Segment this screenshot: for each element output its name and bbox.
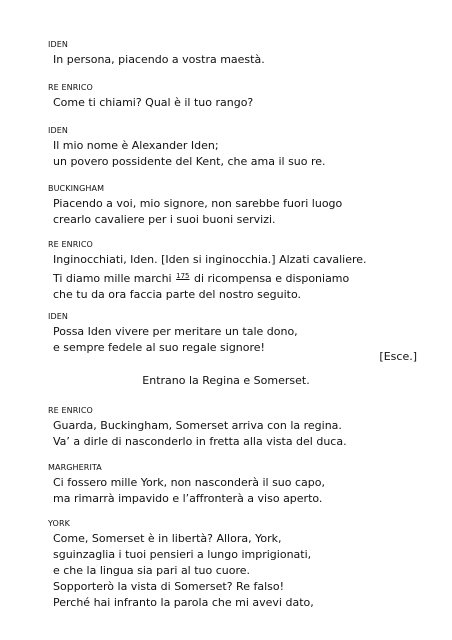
speaker-name: RE ENRICO [48,83,93,92]
speech-block [48,463,428,507]
speaker-name: BUCKINGHAM [48,184,105,193]
stage-direction: Entrano la Regina e Somerset. [142,374,310,387]
speech-block [48,126,428,170]
speech-line: ma rimarrà impavido e l’affronterà a viso aperto. [53,492,323,505]
speech-line: Ci fossero mille York, non nasconderà il suo capo, [53,476,326,489]
speech-lines [48,475,428,507]
speech-lines [48,95,428,111]
speaker-name: IDEN [48,312,68,321]
speech-line-part: Ti diamo mille marchi [53,272,172,285]
speech-block [48,83,428,111]
speech-lines [48,531,428,611]
speech-line-part: di ricompensa e disponiamo [194,272,350,285]
speech-line: Guarda, Buckingham, Somerset arriva con la regina. [53,419,342,432]
speech-lines [48,52,428,68]
speech-block [48,312,428,356]
speech-lines [48,138,428,170]
speech-block [48,40,428,68]
speech-block [48,240,428,303]
speech-line [53,268,428,287]
speech-line: un povero possidente del Kent, che ama il suo re. [53,155,326,168]
speech-line: Va’ a dirle di nasconderlo in fretta alla vista del duca. [53,435,347,448]
exit-stage-direction: [Esce.] [379,350,417,363]
speech-block [48,184,428,228]
speaker-name: RE ENRICO [48,240,93,249]
speech-line: Piacendo a voi, mio signore, non sarebbe fuori luogo [53,197,343,210]
speech-line: e sempre fedele al suo regale signore! [53,341,265,354]
speech-line: che tu da ora faccia parte del nostro seguito. [53,288,302,301]
speech-block [48,519,428,611]
speech-lines [48,252,428,303]
speech-line: Il mio nome è Alexander Iden; [53,139,219,152]
speech-line: e che la lingua sia pari al tuo cuore. [53,564,251,577]
speech-line: Sopporterò la vista di Somerset? Re falso! [53,580,285,593]
speech-line: Come ti chiami? Qual è il tuo rango? [53,96,254,109]
speech-line: Come, Somerset è in libertà? Allora, York, [53,532,282,545]
speaker-name: RE ENRICO [48,406,93,415]
speech-line: In persona, piacendo a vostra maestà. [53,53,265,66]
speech-lines [48,418,428,450]
speaker-name: YORK [48,519,70,528]
speech-block [48,406,428,450]
speaker-name: IDEN [48,40,68,49]
speech-line: Inginocchiati, Iden. [Iden si inginocchia.] Alzati cavaliere. [53,253,367,266]
speech-line: crearlo cavaliere per i suoi buoni servizi. [53,213,276,226]
speech-lines [48,324,428,356]
speech-lines [48,196,428,228]
footnote-marker[interactable]: 175 [176,272,190,280]
speech-line: Perché hai infranto la parola che mi avevi dato, [53,596,314,609]
speaker-name: MARGHERITA [48,463,102,472]
speech-line: sguinzaglia i tuoi pensieri a lungo imprigionati, [53,548,312,561]
speaker-name: IDEN [48,126,68,135]
speech-line: Possa Iden vivere per meritare un tale dono, [53,325,298,338]
